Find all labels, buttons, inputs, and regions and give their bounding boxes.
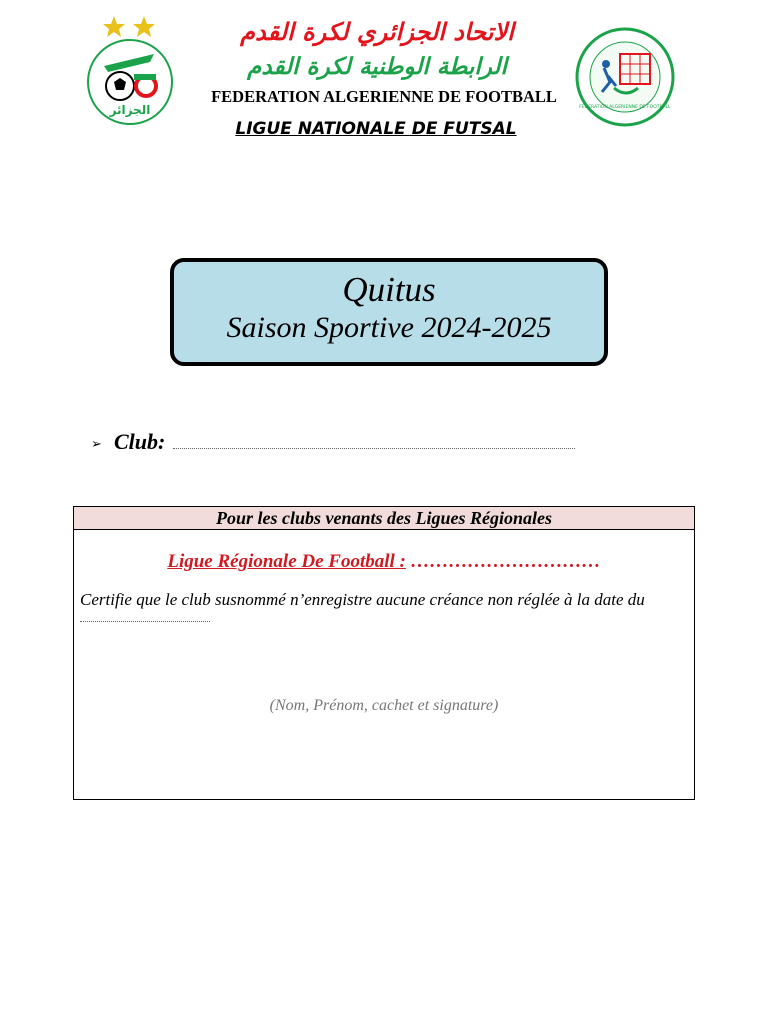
club-field[interactable]: [173, 448, 575, 449]
federation-title: FEDERATION ALGERIENNE DE FOOTBALL: [211, 87, 557, 106]
arabic-federation-name: الاتحاد الجزائري لكرة القدم: [240, 18, 514, 46]
star-icon: [133, 16, 155, 37]
certification-statement: [80, 590, 680, 630]
arabic-league-name: الرابطة الوطنية لكرة القدم: [247, 54, 507, 80]
season-title: Saison Sportive 2024-2025: [226, 311, 552, 344]
logo-ring-text: FEDERATION ALGERIENNE DE FOOTBALL: [579, 105, 671, 110]
table-header: Pour les clubs venants des Ligues Régionales: [74, 507, 694, 530]
ligue-title: LIGUE NATIONALE DE FUTSAL: [235, 119, 517, 139]
certification-text: Certifie que le club susnommé n’enregistre aucune créance non réglée à la date du: [80, 590, 645, 609]
bullet-arrow-icon: ➢: [91, 436, 102, 451]
lnf-logo: [574, 26, 676, 128]
ligue-regionale-field[interactable]: …………………………: [410, 551, 601, 572]
faf-logo: [84, 14, 176, 130]
regional-leagues-table: [73, 506, 695, 800]
star-icon: [103, 16, 125, 37]
club-label: Club:: [114, 429, 166, 454]
document-title: Quitus: [342, 270, 436, 309]
date-field[interactable]: [80, 621, 210, 622]
logo-caption: الجزائر: [109, 103, 151, 117]
signature-hint: (Nom, Prénom, cachet et signature): [269, 697, 499, 714]
ligue-regionale-line: [74, 551, 694, 573]
ligue-regionale-label: Ligue Régionale De Football :: [167, 551, 406, 572]
title-box: [170, 258, 608, 366]
